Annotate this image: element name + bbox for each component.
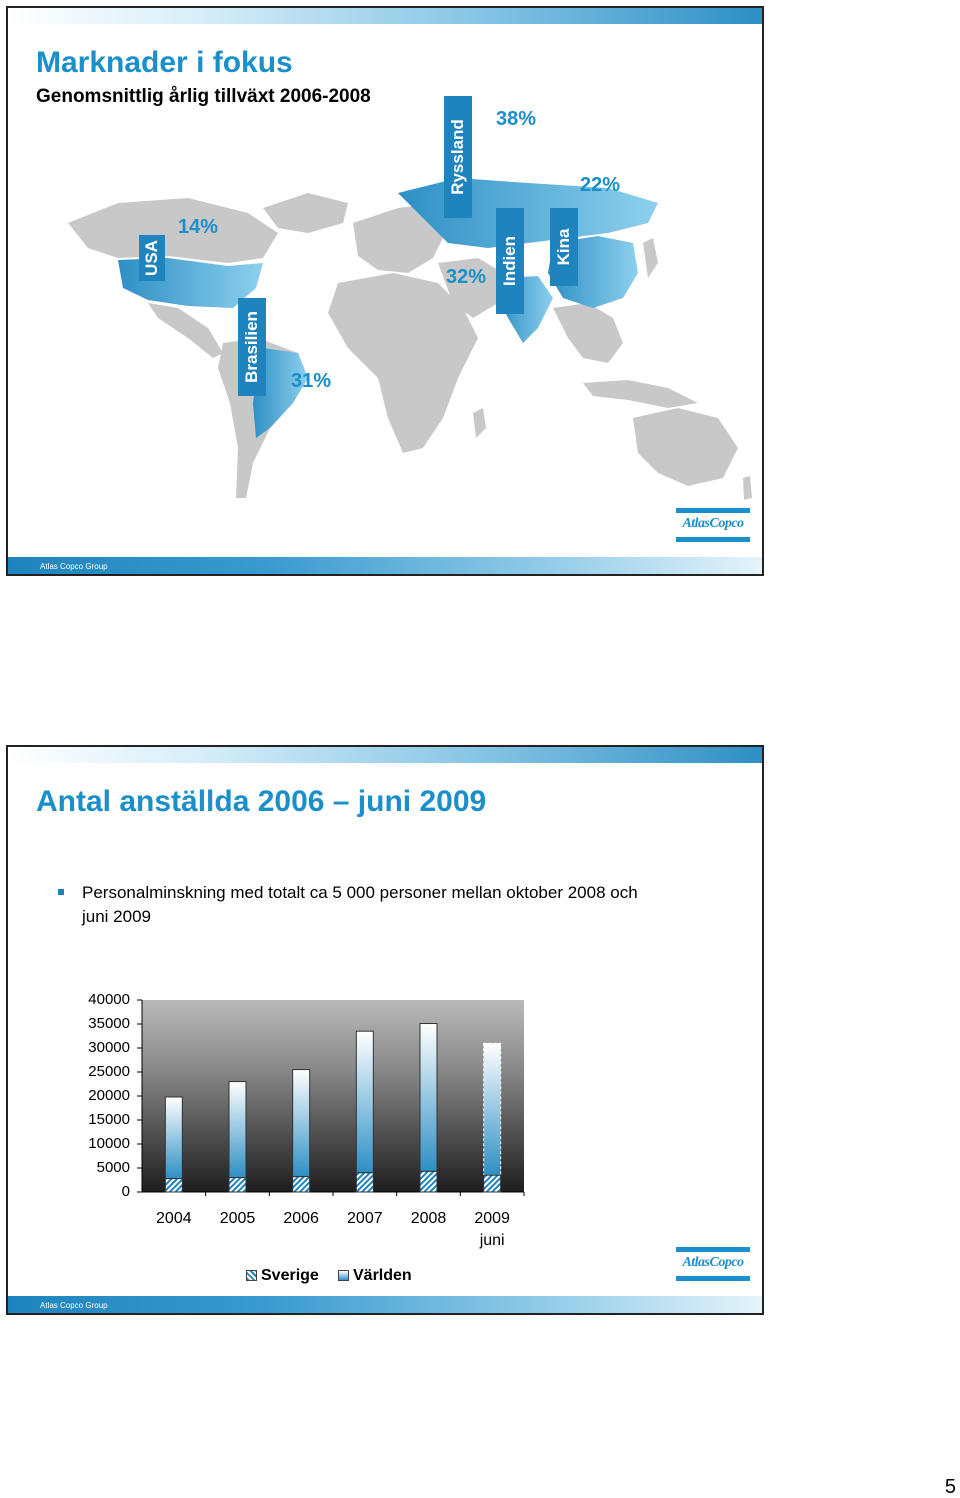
y-tick-label: 10000 bbox=[88, 1135, 130, 1152]
growth-brasilien: 31% bbox=[291, 370, 332, 392]
legend-swatch-varlden bbox=[338, 1270, 349, 1281]
y-tick-label: 15000 bbox=[88, 1111, 130, 1128]
legend-item-varlden: Världen bbox=[338, 1267, 412, 1285]
world-map bbox=[8, 8, 764, 576]
bullet-text: Personalminskning med totalt ca 5 000 personer mellan oktober 2008 och juni 2009 bbox=[82, 883, 638, 926]
market-tag-brasilien: Brasilien bbox=[238, 298, 266, 396]
market-tag-usa: USA bbox=[139, 235, 165, 281]
slide-title: Marknader i fokus bbox=[36, 46, 293, 79]
y-tick-label: 5000 bbox=[96, 1159, 130, 1176]
slide-markets bbox=[6, 6, 764, 576]
bar-sverige-2 bbox=[293, 1177, 310, 1192]
x-tick-label: 2004 bbox=[156, 1210, 192, 1227]
legend-swatch-sverige bbox=[246, 1270, 257, 1281]
market-tag-indien: Indien bbox=[496, 208, 524, 314]
y-tick-label: 25000 bbox=[88, 1063, 130, 1080]
bar-varlden-4 bbox=[420, 1024, 437, 1172]
bar-sverige-1 bbox=[229, 1178, 246, 1192]
atlas-copco-logo: AtlasCopco bbox=[676, 508, 750, 544]
footer-text: Atlas Copco Group bbox=[40, 1301, 108, 1310]
bar-varlden-2 bbox=[293, 1070, 310, 1177]
growth-kina: 22% bbox=[580, 174, 621, 196]
slide-employees bbox=[6, 745, 764, 1315]
x-tick-label: 2009 juni bbox=[474, 1210, 510, 1249]
bar-sverige-3 bbox=[356, 1173, 373, 1192]
y-tick-label: 30000 bbox=[88, 1039, 130, 1056]
market-tag-kina: Kina bbox=[550, 208, 578, 286]
bar-varlden-5 bbox=[484, 1043, 501, 1175]
x-tick-label: 2006 bbox=[283, 1210, 319, 1227]
y-tick-label: 40000 bbox=[88, 991, 130, 1008]
slide-bottom-bar bbox=[8, 557, 762, 574]
bar-sverige-0 bbox=[165, 1179, 182, 1192]
slide-bottom-bar bbox=[8, 1296, 762, 1313]
bar-varlden-3 bbox=[356, 1031, 373, 1173]
y-tick-label: 0 bbox=[121, 1183, 130, 1200]
x-tick-label: 2008 bbox=[410, 1210, 447, 1227]
slide-title: Antal anställda 2006 – juni 2009 bbox=[36, 785, 487, 818]
growth-ryssland: 38% bbox=[496, 108, 537, 130]
page-number: 5 bbox=[944, 1476, 956, 1498]
y-tick-label: 20000 bbox=[88, 1087, 130, 1104]
slide-subtitle: Genomsnittlig årlig tillväxt 2006-2008 bbox=[36, 86, 371, 107]
market-tag-ryssland: Ryssland bbox=[444, 96, 472, 218]
footer-text: Atlas Copco Group bbox=[40, 562, 108, 571]
atlas-copco-logo: AtlasCopco bbox=[676, 1247, 750, 1283]
legend-item-sverige: Sverige bbox=[246, 1267, 319, 1285]
growth-indien: 32% bbox=[446, 266, 487, 288]
x-tick-label: 2005 bbox=[219, 1210, 256, 1227]
y-tick-label: 35000 bbox=[88, 1015, 130, 1032]
chart-photo-background bbox=[142, 1000, 524, 1192]
bar-varlden-1 bbox=[229, 1082, 246, 1178]
x-tick-label: 2007 bbox=[347, 1210, 383, 1227]
growth-usa: 14% bbox=[178, 216, 219, 238]
bar-sverige-5 bbox=[484, 1175, 501, 1192]
bar-sverige-4 bbox=[420, 1171, 437, 1192]
bar-varlden-0 bbox=[165, 1097, 182, 1179]
